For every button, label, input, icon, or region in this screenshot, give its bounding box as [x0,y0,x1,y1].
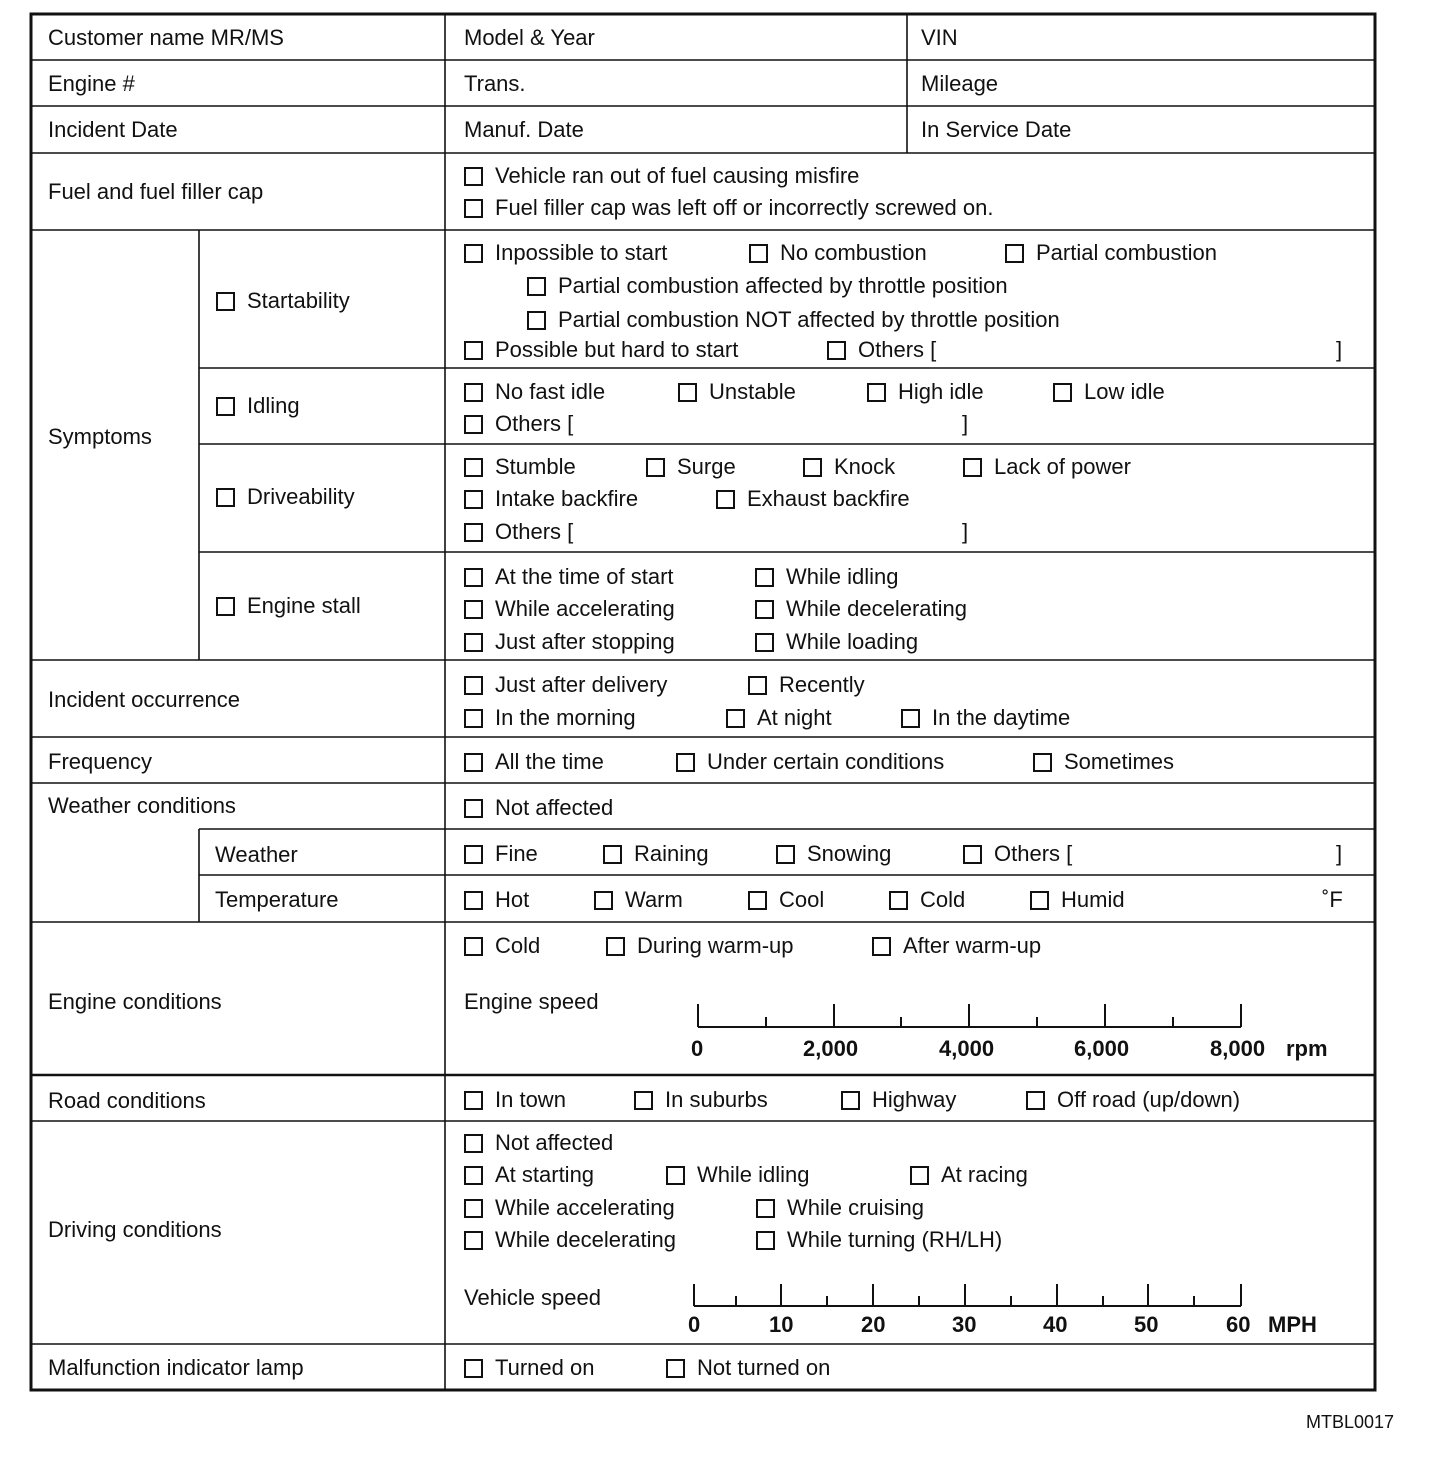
checkbox-unstable[interactable]: Unstable [678,379,796,405]
checkbox-icon [464,845,483,864]
checkbox-idling[interactable]: Idling [216,393,300,419]
checkbox-hot[interactable]: Hot [464,887,529,913]
engine-scale-label-6000: 6,000 [1074,1036,1130,1061]
checkbox-icon [464,341,483,360]
temperature-label: Temperature [215,887,339,912]
weather-conditions-label: Weather conditions [48,793,236,818]
checkbox-icon [901,709,920,728]
checkbox-in-suburbs[interactable]: In suburbs [634,1087,768,1113]
checkbox-humid[interactable]: Humid [1030,887,1125,913]
checkbox-idling-others[interactable]: Others [ [464,411,573,437]
checkbox-driveability[interactable]: Driveability [216,484,355,510]
checkbox-weather-not-affected[interactable]: Not affected [464,795,613,821]
checkbox-icon [464,1199,483,1218]
checkbox-icon [464,600,483,619]
figure-code: MTBL0017 [1306,1412,1395,1432]
checkbox-icon [594,891,613,910]
checkbox-icon [464,199,483,218]
checkbox-icon [216,488,235,507]
checkbox-icon [749,244,768,263]
mileage-label: Mileage [921,71,999,96]
checkbox-cool[interactable]: Cool [748,887,824,913]
checkbox-icon [963,458,982,477]
checkbox-icon [841,1091,860,1110]
checkbox-icon [726,709,745,728]
checkbox-while-turning[interactable]: While turning (RH/LH) [756,1227,1002,1253]
checkbox-icon [464,1231,483,1250]
checkbox-icon [755,568,774,587]
checkbox-icon [464,1091,483,1110]
checkbox-raining[interactable]: Raining [603,841,709,867]
checkbox-in-the-morning[interactable]: In the morning [464,705,636,731]
checkbox-low-idle[interactable]: Low idle [1053,379,1165,405]
checkbox-driving-not-affected[interactable]: Not affected [464,1130,613,1156]
checkbox-ran-out-of-fuel[interactable]: Vehicle ran out of fuel causing misfire [464,163,859,189]
driving-conditions-label: Driving conditions [48,1217,222,1242]
checkbox-driving-while-accelerating[interactable]: While accelerating [464,1195,675,1221]
checkbox-icon [827,341,846,360]
checkbox-exhaust-backfire[interactable]: Exhaust backfire [716,486,910,512]
checkbox-partial-affected-throttle[interactable]: Partial combustion affected by throttle position [527,273,1008,299]
vin-label: VIN [921,25,958,50]
checkbox-no-combustion[interactable]: No combustion [749,240,927,266]
checkbox-icon [748,891,767,910]
checkbox-stall-while-decelerating[interactable]: While decelerating [755,596,967,622]
checkbox-mil-not-turned-on[interactable]: Not turned on [666,1355,830,1381]
checkbox-intake-backfire[interactable]: Intake backfire [464,486,638,512]
checkbox-at-starting[interactable]: At starting [464,1162,594,1188]
checkbox-icon [755,633,774,652]
engine-scale-label-8000: 8,000 [1210,1036,1266,1061]
checkbox-impossible-to-start[interactable]: Inpossible to start [464,240,667,266]
weather-label: Weather [215,842,298,867]
trans-label: Trans. [464,71,526,96]
checkbox-snowing[interactable]: Snowing [776,841,891,867]
checkbox-fine[interactable]: Fine [464,841,538,867]
vehicle-speed-unit: MPH [1268,1312,1317,1337]
driveability-others-close: ] [962,519,969,544]
engine-speed-unit: rpm [1286,1036,1328,1061]
checkbox-icon [464,1166,483,1185]
vehicle-scale-label-10: 10 [769,1312,794,1337]
checkbox-icon [678,383,697,402]
checkbox-while-cruising[interactable]: While cruising [756,1195,924,1221]
vehicle-scale-label-30: 30 [952,1312,977,1337]
checkbox-warm[interactable]: Warm [594,887,683,913]
checkbox-icon [756,1199,775,1218]
checkbox-icon [1033,753,1052,772]
checkbox-driveability-others[interactable]: Others [ [464,519,573,545]
fuel-section-label: Fuel and fuel filler cap [48,179,264,204]
engine-number-label: Engine # [48,71,135,96]
checkbox-icon [464,1134,483,1153]
checkbox-startability[interactable]: Startability [216,288,350,314]
checkbox-icon [1026,1091,1045,1110]
checkbox-icon [464,891,483,910]
checkbox-stumble[interactable]: Stumble [464,454,576,480]
checkbox-icon [464,937,483,956]
checkbox-filler-cap-off[interactable]: Fuel filler cap was left off or incorrectly screwed on. [464,195,993,221]
engine-scale-label-0: 0 [691,1036,704,1061]
checkbox-icon [889,891,908,910]
checkbox-icon [464,490,483,509]
checkbox-startability-others[interactable]: Others [ [827,337,936,363]
checkbox-recently[interactable]: Recently [748,672,865,698]
checkbox-icon [872,937,891,956]
engine-conditions-label: Engine conditions [48,989,222,1014]
checkbox-icon [716,490,735,509]
checkbox-stall-at-start[interactable]: At the time of start [464,564,674,590]
vehicle-scale-label-60: 60 [1226,1312,1251,1337]
checkbox-highway[interactable]: Highway [841,1087,956,1113]
checkbox-off-road[interactable]: Off road (up/down) [1026,1087,1240,1113]
checkbox-icon [464,167,483,186]
checkbox-icon [464,753,483,772]
incident-date-label: Incident Date [48,117,178,142]
checkbox-stall-after-stopping[interactable]: Just after stopping [464,629,675,655]
checkbox-surge[interactable]: Surge [646,454,736,480]
checkbox-icon [464,415,483,434]
checkbox-icon [527,277,546,296]
frequency-label: Frequency [48,749,152,774]
checkbox-at-racing[interactable]: At racing [910,1162,1028,1188]
vehicle-scale-label-0: 0 [688,1312,701,1337]
checkbox-icon [606,937,625,956]
checkbox-icon [216,292,235,311]
checkbox-partial-not-affected-throttle[interactable]: Partial combustion NOT affected by throttle position [527,307,1060,333]
checkbox-hard-to-start[interactable]: Possible but hard to start [464,337,738,363]
checkbox-partial-combustion[interactable]: Partial combustion [1005,240,1217,266]
checkbox-during-warm-up[interactable]: During warm-up [606,933,794,959]
checkbox-lack-of-power[interactable]: Lack of power [963,454,1131,480]
mil-label: Malfunction indicator lamp [48,1355,304,1380]
vehicle-scale-label-50: 50 [1134,1312,1159,1337]
checkbox-icon [803,458,822,477]
weather-others-close: ] [1336,841,1343,866]
checkbox-icon [776,845,795,864]
checkbox-icon [910,1166,929,1185]
checkbox-icon [464,1359,483,1378]
checkbox-icon [464,709,483,728]
checkbox-icon [1005,244,1024,263]
checkbox-icon [464,799,483,818]
checkbox-icon [748,676,767,695]
checkbox-no-fast-idle[interactable]: No fast idle [464,379,605,405]
checkbox-after-warm-up[interactable]: After warm-up [872,933,1041,959]
checkbox-icon [216,597,235,616]
checkbox-driving-while-decelerating[interactable]: While decelerating [464,1227,676,1253]
vehicle-scale-label-40: 40 [1043,1312,1068,1337]
checkbox-knock[interactable]: Knock [803,454,895,480]
checkbox-icon [464,523,483,542]
checkbox-engine-cold[interactable]: Cold [464,933,540,959]
checkbox-driving-while-idling[interactable]: While idling [666,1162,810,1188]
engine-scale-label-4000: 4,000 [939,1036,995,1061]
checkbox-icon [1053,383,1072,402]
checkbox-icon [646,458,665,477]
checkbox-icon [464,568,483,587]
checkbox-weather-others[interactable]: Others [ [963,841,1072,867]
checkbox-mil-turned-on[interactable]: Turned on [464,1355,594,1381]
checkbox-sometimes[interactable]: Sometimes [1033,749,1174,775]
checkbox-just-after-delivery[interactable]: Just after delivery [464,672,667,698]
checkbox-in-town[interactable]: In town [464,1087,566,1113]
checkbox-stall-while-loading[interactable]: While loading [755,629,918,655]
checkbox-icon [216,397,235,416]
checkbox-icon [963,845,982,864]
checkbox-icon [603,845,622,864]
checkbox-icon [666,1359,685,1378]
checkbox-icon [755,600,774,619]
checkbox-at-night[interactable]: At night [726,705,832,731]
checkbox-high-idle[interactable]: High idle [867,379,984,405]
checkbox-icon [1030,891,1049,910]
checkbox-stall-while-accelerating[interactable]: While accelerating [464,596,675,622]
vehicle-speed-label: Vehicle speed [464,1285,601,1310]
temperature-unit: ˚F [1322,887,1343,912]
checkbox-engine-stall[interactable]: Engine stall [216,593,361,619]
model-year-label: Model & Year [464,25,595,50]
manuf-date-label: Manuf. Date [464,117,584,142]
checkbox-all-the-time[interactable]: All the time [464,749,604,775]
customer-name-label: Customer name MR/MS [48,25,284,50]
checkbox-icon [464,633,483,652]
in-service-date-label: In Service Date [921,117,1072,142]
engine-speed-scale [690,1000,1250,1040]
road-conditions-label: Road conditions [48,1088,206,1113]
engine-scale-label-2000: 2,000 [803,1036,859,1061]
checkbox-in-the-daytime[interactable]: In the daytime [901,705,1070,731]
checkbox-icon [666,1166,685,1185]
startability-others-close: ] [1336,337,1343,362]
checkbox-icon [464,383,483,402]
symptoms-label: Symptoms [48,424,152,449]
checkbox-cold-temp[interactable]: Cold [889,887,965,913]
checkbox-under-certain-conditions[interactable]: Under certain conditions [676,749,944,775]
checkbox-icon [634,1091,653,1110]
checkbox-stall-while-idling[interactable]: While idling [755,564,899,590]
checkbox-icon [464,458,483,477]
checkbox-icon [464,244,483,263]
checkbox-icon [527,311,546,330]
checkbox-icon [464,676,483,695]
idling-others-close: ] [962,411,969,436]
incident-occurrence-label: Incident occurrence [48,687,240,712]
checkbox-icon [756,1231,775,1250]
engine-speed-label: Engine speed [464,989,599,1014]
vehicle-scale-label-20: 20 [861,1312,886,1337]
checkbox-icon [867,383,886,402]
checkbox-icon [676,753,695,772]
